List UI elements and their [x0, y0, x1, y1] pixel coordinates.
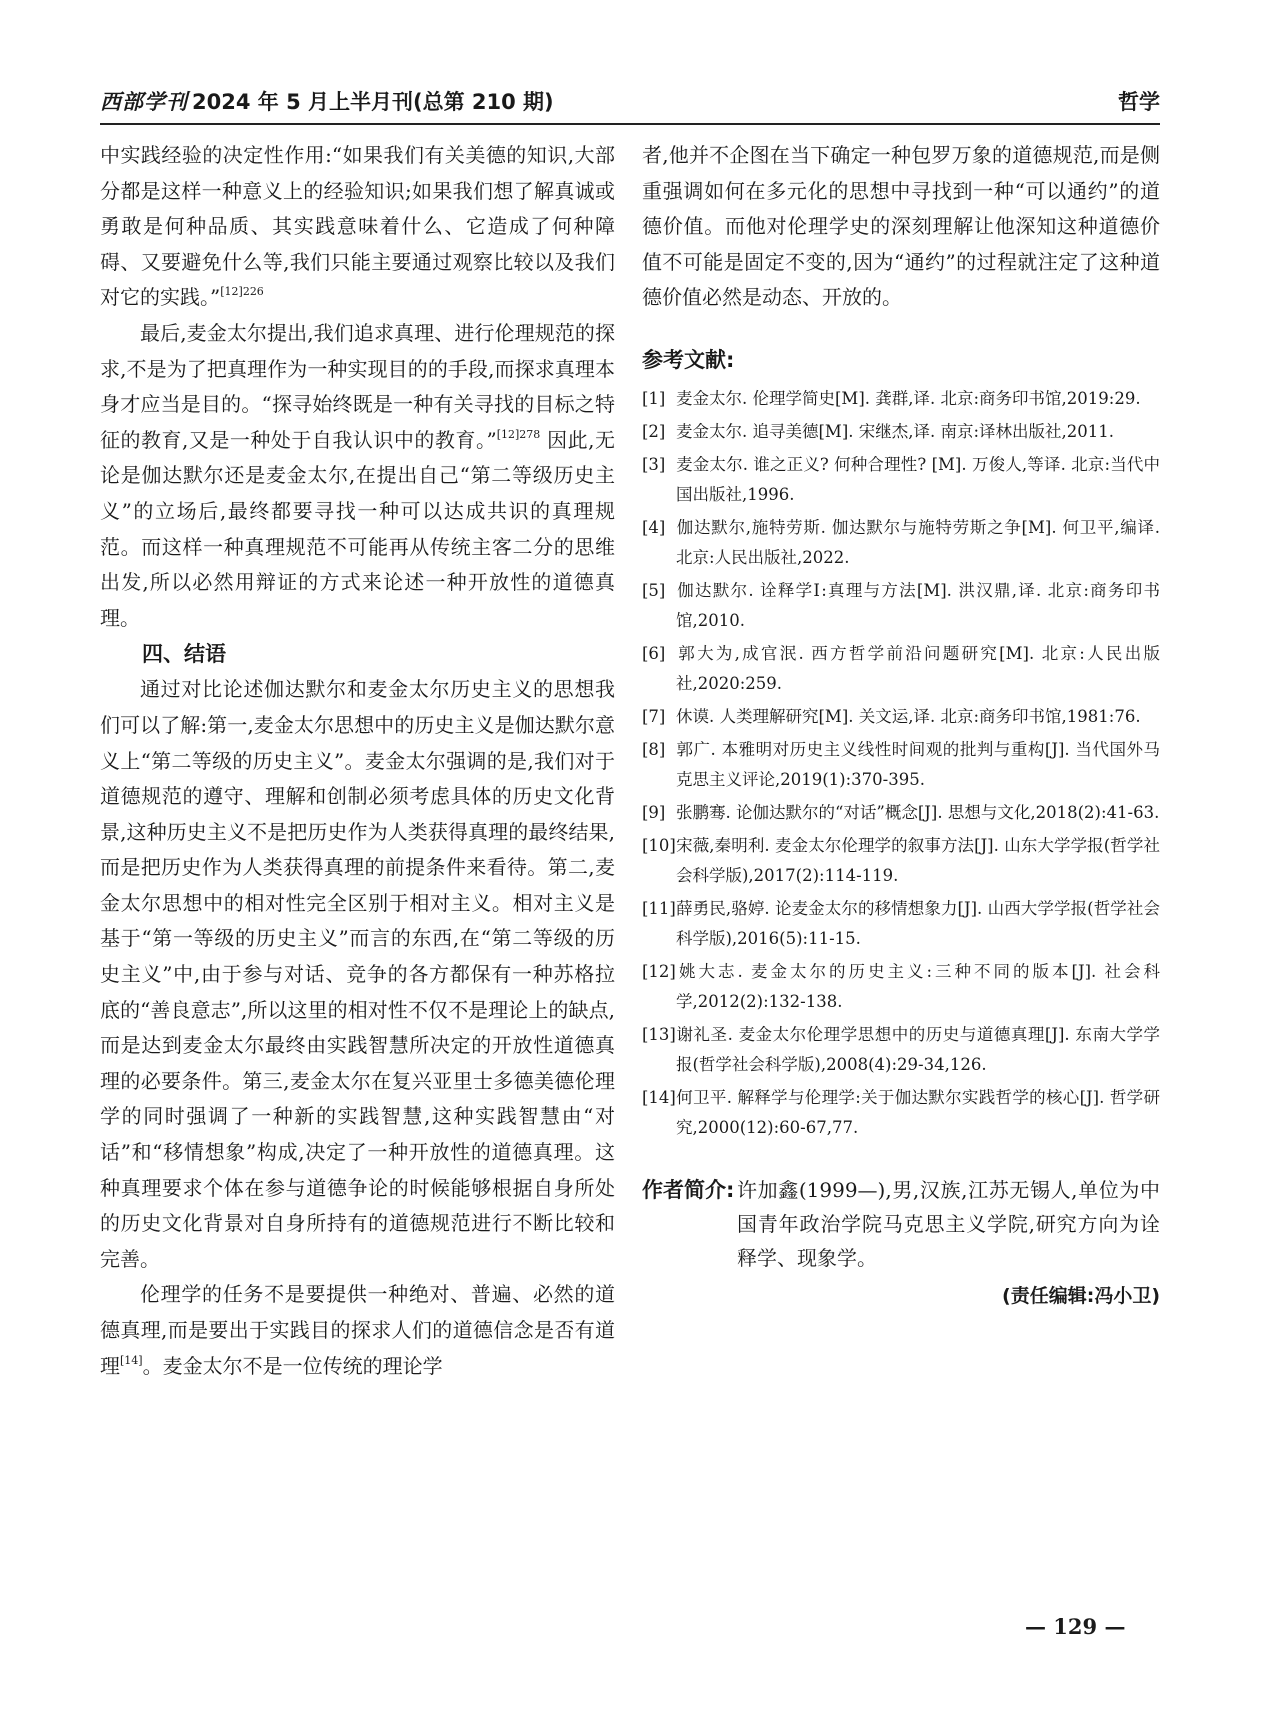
- bio-text: 许加鑫(1999—),男,汉族,江苏无锡人,单位为中国青年政治学院马克思主义学院,研究方向为诠释学、现象学。: [737, 1177, 1160, 1270]
- reference-number: [9]: [642, 802, 666, 822]
- reference-number: [7]: [642, 706, 666, 726]
- reference-item: [642, 450, 1160, 510]
- reference-number: [10]: [642, 835, 676, 855]
- citation: [12]278: [496, 427, 541, 441]
- responsible-editor: (责任编辑:冯小卫): [1002, 1284, 1160, 1307]
- reference-number: [4]: [642, 517, 666, 537]
- paragraph-text: 。麦金太尔不是一位传统的理论学: [142, 1353, 443, 1378]
- reference-text: 伽达默尔. 诠释学Ⅰ:真理与方法[M]. 洪汉鼎,译. 北京:商务印书馆,2010.: [676, 580, 1160, 630]
- reference-item: [642, 576, 1160, 636]
- reference-item: [642, 702, 1160, 732]
- journal-logo: 西部学刊: [100, 89, 188, 114]
- reference-item: [642, 831, 1160, 891]
- section-heading: 四、结语: [142, 642, 226, 667]
- page-number: — 129 —: [1025, 1614, 1126, 1639]
- reference-item: [642, 639, 1160, 699]
- reference-number: [1]: [642, 388, 666, 408]
- reference-item: [642, 417, 1160, 447]
- header-rule: [100, 123, 1160, 125]
- body-paragraph: [100, 138, 615, 316]
- reference-text: 郭广. 本雅明对历史主义线性时间观的批判与重构[J]. 当代国外马克思主义评论,2019(1):370-395.: [676, 739, 1160, 789]
- reference-number: [8]: [642, 739, 666, 759]
- body-paragraph: [100, 1277, 615, 1384]
- reference-text: 何卫平. 解释学与伦理学:关于伽达默尔实践哲学的核心[J]. 哲学研究,2000(12):60-67,77.: [676, 1087, 1160, 1137]
- reference-text: 郭大为,成官泯. 西方哲学前沿问题研究[M]. 北京:人民出版社,2020:259.: [676, 643, 1160, 693]
- reference-item: [642, 894, 1160, 954]
- right-column: [642, 138, 1160, 1313]
- paragraph-text: 因此,无论是伽达默尔还是麦金太尔,在提出自己“第二等级历史主义”的立场后,最终都要寻找一种可以达成共识的真理规范。而这样一种真理规范不可能再从传统主客二分的思维出发,所以必然用辩证的方式来论述一种开放性的道德真理。: [100, 427, 615, 630]
- reference-number: [12]: [642, 961, 676, 981]
- reference-number: [3]: [642, 454, 666, 474]
- reference-text: 麦金太尔. 追寻美德[M]. 宋继杰,译. 南京:译林出版社,2011.: [676, 421, 1115, 441]
- reference-text: 姚大志. 麦金太尔的历史主义:三种不同的版本[J]. 社会科学,2012(2):132-138.: [676, 961, 1160, 1011]
- reference-text: 休谟. 人类理解研究[M]. 关文运,译. 北京:商务印书馆,1981:76.: [676, 706, 1141, 726]
- reference-number: [13]: [642, 1024, 676, 1044]
- references-title: 参考文献:: [642, 347, 735, 372]
- reference-text: 麦金太尔. 谁之正义? 何种合理性? [M]. 万俊人,等译. 北京:当代中国出版社,1996.: [676, 454, 1160, 504]
- reference-item: [642, 957, 1160, 1017]
- reference-number: [14]: [642, 1087, 676, 1107]
- citation: [14]: [120, 1353, 143, 1367]
- reference-number: [5]: [642, 580, 666, 600]
- body-paragraph: 者,他并不企图在当下确定一种包罗万象的道德规范,而是侧重强调如何在多元化的思想中寻找到一种“可以通约”的道德价值。而他对伦理学史的深刻理解让他深知这种道德价值不可能是固定不变的,因为“通约”的过程就注定了这种道德价值必然是动态、开放的。: [642, 143, 1160, 310]
- reference-item: [642, 513, 1160, 573]
- reference-item: [642, 735, 1160, 795]
- reference-item: [642, 1020, 1160, 1080]
- section-label: 哲学: [1118, 90, 1160, 114]
- body-paragraph: [100, 316, 615, 636]
- reference-number: [6]: [642, 643, 666, 663]
- reference-text: 薛勇民,骆婷. 论麦金太尔的移情想象力[J]. 山西大学学报(哲学社会科学版),2016(5):11-15.: [676, 898, 1160, 948]
- reference-text: 谢礼圣. 麦金太尔伦理学思想中的历史与道德真理[J]. 东南大学学报(哲学社会科学版),2008(4):29-34,126.: [676, 1024, 1160, 1074]
- paragraph-text: 伦理学的任务不是要提供一种绝对、普遍、必然的道德真理,而是要出于实践目的探求人们的道德信念是否有道理: [100, 1282, 615, 1378]
- reference-text: 伽达默尔,施特劳斯. 伽达默尔与施特劳斯之争[M]. 何卫平,编译. 北京:人民出版社,2022.: [676, 517, 1160, 567]
- reference-number: [11]: [642, 898, 676, 918]
- reference-item: [642, 384, 1160, 414]
- paragraph-text: 最后,麦金太尔提出,我们追求真理、进行伦理规范的探求,不是为了把真理作为一种实现目的的手段,而探求真理本身才应当是目的。“探寻始终既是一种有关寻找的目标之特征的教育,又是一种处于自我认识中的教育。”: [100, 320, 615, 452]
- reference-text: 麦金太尔. 伦理学简史[M]. 龚群,译. 北京:商务印书馆,2019:29.: [676, 388, 1141, 408]
- author-bio: [642, 1173, 1160, 1275]
- bio-label: 作者简介:: [642, 1177, 735, 1202]
- reference-list: [642, 384, 1160, 1143]
- left-column: [100, 138, 615, 1384]
- page-header: [100, 86, 1160, 120]
- citation: [12]226: [220, 285, 264, 299]
- reference-item: [642, 798, 1160, 828]
- reference-number: [2]: [642, 421, 666, 441]
- reference-text: 宋薇,秦明利. 麦金太尔伦理学的叙事方法[J]. 山东大学学报(哲学社会科学版),2017(2):114-119.: [676, 835, 1160, 885]
- reference-text: 张鹏骞. 论伽达默尔的“对话”概念[J]. 思想与文化,2018(2):41-63.: [676, 802, 1160, 822]
- issue-info: 2024 年 5 月上半月刊(总第 210 期): [192, 90, 554, 114]
- body-paragraph: 通过对比论述伽达默尔和麦金太尔历史主义的思想我们可以了解:第一,麦金太尔思想中的历史主义是伽达默尔意义上“第二等级的历史主义”。麦金太尔强调的是,我们对于道德规范的遵守、理解和创制必须考虑具体的历史文化背景,这种历史主义不是把历史作为人类获得真理的最终结果,而是把历史作为人类获得真理的前提条件来看待。第二,麦金太尔思想中的相对性完全区别于相对主义。相对主义是基于“第一等级的历史主义”而言的东西,在“第二等级的历史主义”中,由于参与对话、竞争的各方都保有一种苏格拉底的“善良意志”,所以这里的相对性不仅不是理论上的缺点,而是达到麦金太尔最终由实践智慧所决定的开放性道德真理的必要条件。第三,麦金太尔在复兴亚里士多德美德伦理学的同时强调了一种新的实践智慧,这种实践智慧由“对话”和“移情想象”构成,决定了一种开放性的道德真理。这种真理要求个体在参与道德争论的时候能够根据自身所处的历史文化背景对自身所持有的道德规范进行不断比较和完善。: [100, 677, 615, 1271]
- paragraph-text: 中实践经验的决定性作用:“如果我们有关美德的知识,大部分都是这样一种意义上的经验知识;如果我们想了解真诚或勇敢是何种品质、其实践意味着什么、它造成了何种障碍、又要避免什么等,我们只能主要通过观察比较以及我们对它的实践。”: [100, 143, 615, 310]
- reference-item: [642, 1083, 1160, 1143]
